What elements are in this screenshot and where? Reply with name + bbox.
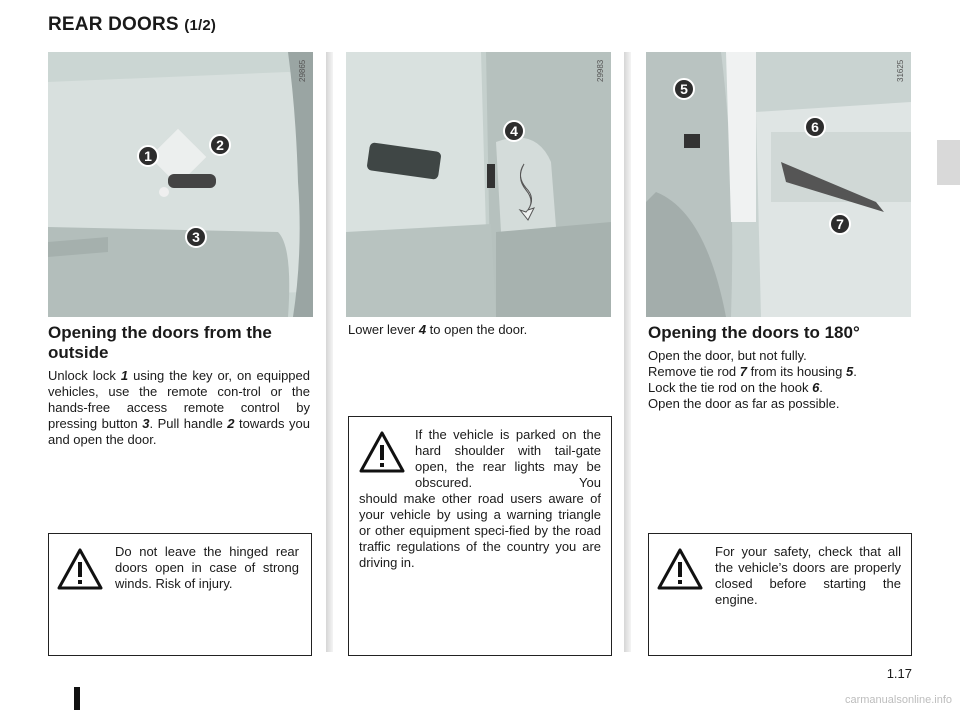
instruction-line bbox=[648, 348, 910, 364]
page-edge-mark bbox=[74, 687, 80, 710]
text-run: towards you and open the door. bbox=[48, 416, 310, 447]
reference-number: 2 bbox=[227, 416, 235, 431]
door-lever-illustration bbox=[346, 52, 611, 317]
text-run: Unlock lock bbox=[48, 368, 121, 383]
instruction-line bbox=[648, 364, 910, 380]
warning-box-wind bbox=[48, 533, 312, 656]
column-divider-1 bbox=[326, 52, 333, 652]
warning-box-doors-closed bbox=[648, 533, 912, 656]
text-run: Lock the tie rod on the hook bbox=[648, 380, 813, 395]
callout-4: 4 bbox=[503, 120, 525, 142]
reference-number: 1 bbox=[120, 368, 129, 383]
text-run: Lower lever bbox=[348, 322, 419, 337]
text-run: Remove tie rod bbox=[648, 364, 740, 379]
callout-5: 5 bbox=[673, 78, 695, 100]
text-run: to open the door. bbox=[426, 322, 528, 337]
text-run: . bbox=[853, 364, 857, 379]
callout-7: 7 bbox=[829, 213, 851, 235]
photo-tie-rod bbox=[646, 52, 911, 317]
reference-number: 5 bbox=[846, 364, 854, 379]
photo-code: 31625 bbox=[896, 59, 905, 82]
callout-3: 3 bbox=[185, 226, 207, 248]
callout-6: 6 bbox=[804, 116, 826, 138]
photo-door-lever bbox=[346, 52, 611, 317]
callout-2: 2 bbox=[209, 134, 231, 156]
heading-open-180: Opening the doors to 180° bbox=[648, 323, 860, 342]
col1-body-text bbox=[48, 368, 310, 448]
text-run: . bbox=[819, 380, 823, 395]
page-title bbox=[48, 14, 216, 36]
warning-text-wind: Do not leave the hinged rear doors open in case of strong winds. Risk of injury. bbox=[115, 544, 299, 591]
photo-door-handle bbox=[48, 52, 313, 317]
warning-box-hard-shoulder bbox=[348, 416, 612, 656]
col2-body-text bbox=[348, 322, 610, 338]
warning-text-hard-shoulder-top: If the vehicle is parked on the hard shoulder with tail-gate open, the rear lights may be obscured. You bbox=[415, 427, 601, 490]
reference-number: 3 bbox=[142, 416, 150, 431]
chapter-tab bbox=[937, 140, 960, 185]
watermark: carmanualsonline.info bbox=[844, 694, 952, 706]
page-part-label: (1/2) bbox=[184, 17, 217, 34]
warning-text-doors-closed: For your safety, check that all the vehicle’s doors are properly closed before starting the engine. bbox=[715, 544, 901, 607]
text-run: Open the door, but not fully. bbox=[648, 348, 807, 363]
warning-triangle-icon bbox=[57, 548, 103, 590]
reference-number: 6 bbox=[812, 380, 820, 395]
page-number: 1.17 bbox=[886, 666, 912, 681]
heading-open-outside: Opening the doors from the outside bbox=[48, 323, 272, 362]
text-run: from its housing bbox=[747, 364, 846, 379]
instruction-line bbox=[648, 380, 910, 396]
photo-code: 29983 bbox=[596, 59, 605, 82]
warning-triangle-icon bbox=[359, 431, 405, 473]
col3-body-text bbox=[648, 348, 910, 412]
reference-number: 7 bbox=[739, 364, 747, 379]
door-handle-illustration bbox=[48, 52, 313, 317]
callout-1: 1 bbox=[137, 145, 159, 167]
page-title-text: REAR DOORS bbox=[48, 14, 179, 35]
warning-text-hard-shoulder-bottom: should make other road users aware of your vehicle by using a warning triangle or other equipment speci-fied by the road traffic regulations of the country you are driving in. bbox=[359, 491, 601, 570]
photo-code: 29865 bbox=[298, 59, 307, 82]
text-run: . Pull handle bbox=[149, 416, 228, 431]
text-run: Open the door as far as possible. bbox=[648, 396, 840, 411]
reference-number: 4 bbox=[418, 322, 427, 337]
warning-triangle-icon bbox=[657, 548, 703, 590]
column-divider-2 bbox=[624, 52, 631, 652]
instruction-line bbox=[648, 396, 910, 412]
text-run: using the key or, on equipped vehicles, use the remote con-trol or the hands-free access remote control by pressing button bbox=[48, 368, 311, 431]
